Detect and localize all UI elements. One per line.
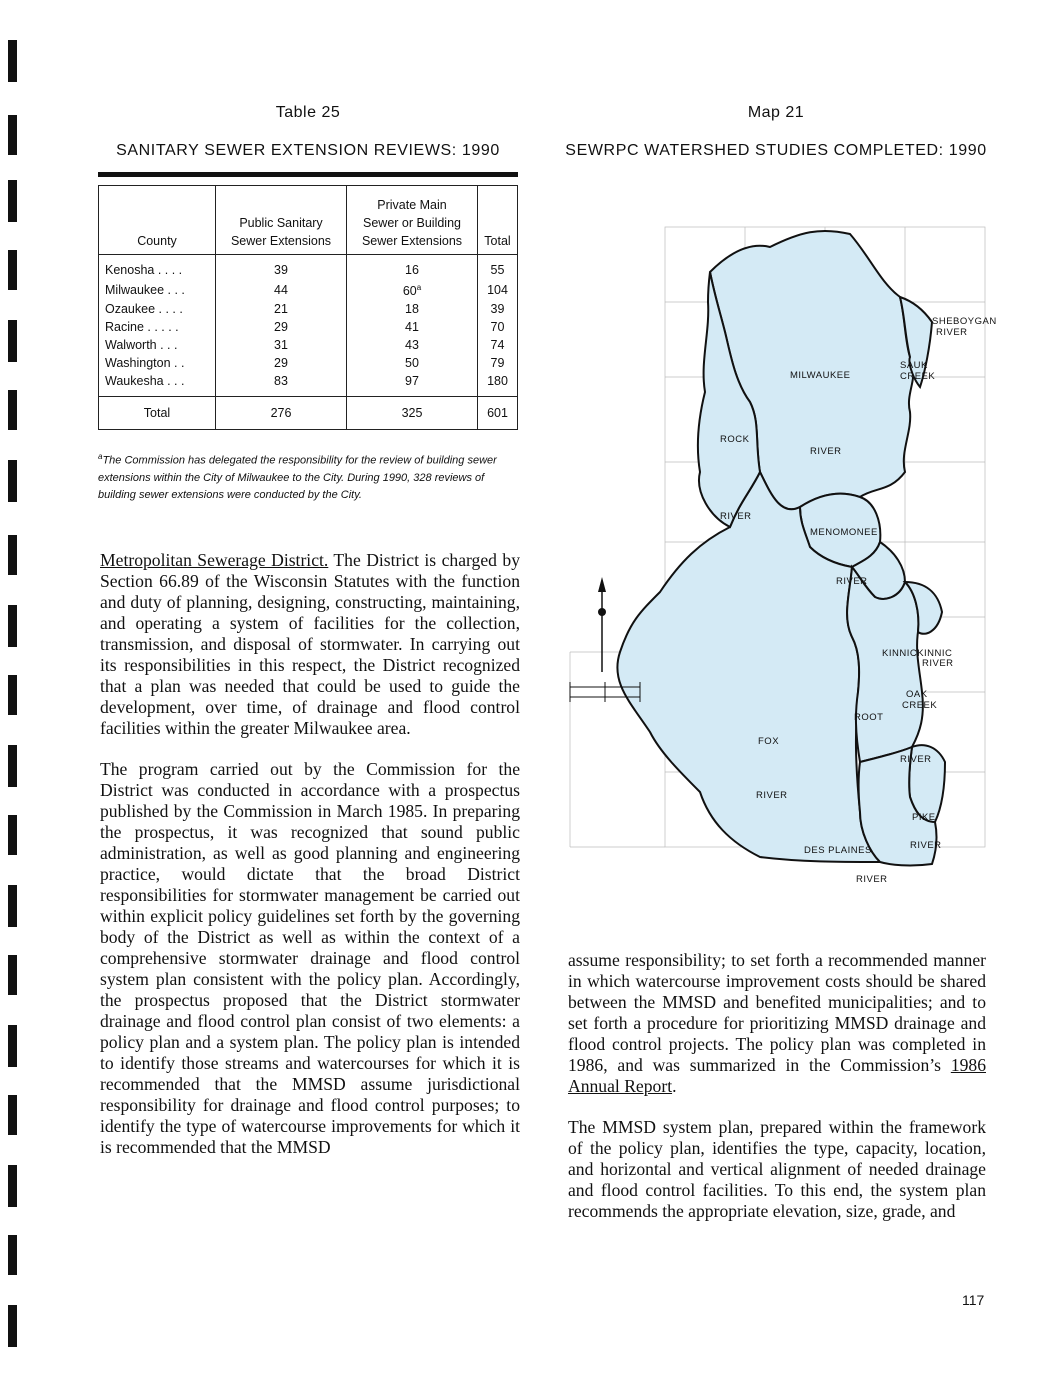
binding-mark bbox=[8, 40, 17, 82]
cell-county: Walworth . . . bbox=[99, 336, 216, 354]
label-root: ROOT bbox=[854, 712, 884, 723]
cell-total: 180 bbox=[478, 372, 518, 397]
label-rock-river: RIVER bbox=[720, 511, 752, 522]
cell-total: 79 bbox=[478, 354, 518, 372]
cell-private: 50 bbox=[347, 354, 478, 372]
table-footnote bbox=[98, 448, 518, 504]
label-menomonee: MENOMONEE bbox=[810, 527, 878, 538]
total-total: 601 bbox=[478, 397, 518, 430]
map-title: SEWRPC WATERSHED STUDIES COMPLETED: 1990 bbox=[565, 142, 987, 159]
table-row bbox=[99, 354, 518, 372]
footnote-mark: a bbox=[98, 452, 103, 462]
watershed-map-svg bbox=[560, 172, 997, 885]
cell-public: 29 bbox=[216, 318, 347, 336]
table-block bbox=[98, 104, 518, 504]
binding-mark bbox=[8, 320, 17, 362]
paragraph: The MMSD system plan, prepared within the framework of the policy plan, identifies the type, capacity, location, and horizontal and vertical alignment of needed drainage and flood control facilities. To this end, the system plan recommends the appropriate elevation, size, grade, and bbox=[568, 1117, 986, 1221]
cell-total: 39 bbox=[478, 300, 518, 318]
label-milwaukee: MILWAUKEE bbox=[790, 370, 851, 381]
label-fox-river: RIVER bbox=[756, 790, 788, 801]
table-total-row bbox=[99, 397, 518, 430]
cell-county: Washington . . bbox=[99, 354, 216, 372]
label-sheboygan-1: SHEBOYGAN bbox=[932, 316, 997, 327]
cell-county: Racine . . . . . bbox=[99, 318, 216, 336]
right-column bbox=[568, 950, 986, 1242]
cell-private: 97 bbox=[347, 372, 478, 397]
paragraph bbox=[100, 550, 520, 739]
cell-public: 83 bbox=[216, 372, 347, 397]
paragraph: assume responsibility; to set forth a recommended manner in which watercourse improvement costs should be shared between the MMSD and benefited municipalities; and to set forth a procedure for prioritizing MMSD drainage and flood control projects. The policy plan was completed in 1986, and was summarized in the Commission’s 1986 Annual Report. bbox=[568, 950, 986, 1096]
cell-public: 39 bbox=[216, 255, 347, 280]
binding-mark bbox=[8, 1095, 17, 1135]
table-row bbox=[99, 318, 518, 336]
left-column bbox=[100, 550, 520, 1178]
cell-private: 18 bbox=[347, 300, 478, 318]
north-arrow bbox=[598, 577, 606, 672]
label-des-plaines-river: RIVER bbox=[856, 874, 888, 885]
watershed-map bbox=[560, 172, 997, 885]
binding-mark bbox=[8, 885, 17, 927]
binding-mark bbox=[8, 1235, 17, 1275]
binding-mark bbox=[8, 1025, 17, 1067]
cell-county: Milwaukee . . . bbox=[99, 279, 216, 300]
cell-total: 70 bbox=[478, 318, 518, 336]
cell-county: Kenosha . . . . bbox=[99, 255, 216, 280]
binding-mark bbox=[8, 250, 17, 290]
label-sauk-2: CREEK bbox=[900, 371, 936, 382]
table-top-rule bbox=[98, 172, 518, 177]
table-title: SANITARY SEWER EXTENSION REVIEWS: 1990 bbox=[116, 142, 500, 159]
label-fox: FOX bbox=[758, 736, 780, 747]
label-pike-1: PIKE bbox=[912, 812, 936, 823]
footnote-marker: a bbox=[416, 283, 422, 292]
label-menomonee-river: RIVER bbox=[836, 576, 868, 587]
cell-total: 55 bbox=[478, 255, 518, 280]
label-kinnickinnic-1: KINNICKINNIC bbox=[882, 648, 953, 659]
cell-county: Ozaukee . . . . bbox=[99, 300, 216, 318]
header-public: Public Sanitary Sewer Extensions bbox=[216, 186, 347, 255]
binding-mark bbox=[8, 535, 17, 575]
label-sheboygan-2: RIVER bbox=[936, 327, 968, 338]
label-root-river: RIVER bbox=[900, 754, 932, 765]
map-label: Map 21 bbox=[747, 104, 805, 121]
cell-public: 31 bbox=[216, 336, 347, 354]
label-pike-2: RIVER bbox=[910, 840, 942, 851]
binding-mark bbox=[8, 115, 17, 155]
binding-mark bbox=[8, 815, 17, 855]
table-header-row bbox=[99, 186, 518, 255]
section-heading: Metropolitan Sewerage District. bbox=[100, 550, 329, 570]
paragraph-text: The District is charged by Section 66.89 of the Wisconsin Statutes with the function and duty of planning, designing, constructing, maintaining, and operating a system of facilities for the collection, transmission, and disposal of stormwater. In carrying out its responsibilities in this respect, the District recognized that a plan was needed that could be used to guide the development, over time, of drainage and flood control facilities within the greater Milwaukee area. bbox=[100, 550, 520, 738]
binding-mark bbox=[8, 745, 17, 787]
binding-mark bbox=[8, 390, 17, 430]
total-label: Total bbox=[99, 397, 216, 430]
header-total: Total bbox=[478, 186, 518, 255]
watershed-areas bbox=[617, 231, 945, 866]
binding-mark bbox=[8, 1305, 17, 1347]
cell-public: 21 bbox=[216, 300, 347, 318]
binding-mark bbox=[8, 1165, 17, 1207]
label-sauk-1: SAUK bbox=[900, 360, 928, 371]
table-row bbox=[99, 255, 518, 280]
header-private: Private Main Sewer or Building Sewer Extensions bbox=[347, 186, 478, 255]
cell-total: 74 bbox=[478, 336, 518, 354]
paragraph-text: assume responsibility; to set forth a recommended manner in which watercourse improvement costs should be shared between the MMSD and benefited municipalities; and to set forth a procedure for prioritizing MMSD drainage and flood control projects. The policy plan was completed in 1986, and was summarized in the Commission’s bbox=[568, 950, 986, 1075]
cell-total: 104 bbox=[478, 279, 518, 300]
sewer-extension-table bbox=[98, 185, 518, 430]
cell-public: 29 bbox=[216, 354, 347, 372]
cell-county: Waukesha . . . bbox=[99, 372, 216, 397]
page-number: 117 bbox=[962, 1292, 985, 1308]
table-label: Table 25 bbox=[275, 104, 341, 121]
cell-private-value: 60 bbox=[402, 284, 417, 299]
total-private: 325 bbox=[347, 397, 478, 430]
label-oak-2: CREEK bbox=[902, 700, 938, 711]
label-oak-1: OAK bbox=[906, 689, 928, 700]
footnote-text: The Commission has delegated the responsibility for the review of building sewer extensions within the City of Milwaukee to the City. During 1990, 328 reviews of building sewer extensions were conducted by the City. bbox=[98, 454, 497, 501]
table-row bbox=[99, 372, 518, 397]
table-row bbox=[99, 336, 518, 354]
cell-private bbox=[347, 279, 478, 300]
header-county: County bbox=[99, 186, 216, 255]
label-des-plaines: DES PLAINES bbox=[804, 845, 872, 856]
cell-private: 41 bbox=[347, 318, 478, 336]
cell-public: 44 bbox=[216, 279, 347, 300]
label-milwaukee-river: RIVER bbox=[810, 446, 842, 457]
paragraph: The program carried out by the Commission for the District was conducted in accordance with a prospectus published by the Commission in March 1985. In preparing the prospectus, it was recognized that sound public administration, as well as good planning and engineering practice, would dictate that the broad District responsibilities for stormwater management be carried out within explicit policy guidelines set forth by the governing body of the District as well as within the context of a comprehensive stormwater drainage and flood control system plan consistent with the policy plan. Accordingly, the prospectus proposed that the District stormwater drainage and flood control plan consist of two elements: a policy plan and a system plan. The policy plan is intended to identify those streams and watercourses for which it is recommended that the MMSD assume jurisdictional responsibility for drainage and flood control purposes; to identify the type of watercourse improvements for which it is recommended that the MMSD bbox=[100, 759, 520, 1157]
cell-private: 16 bbox=[347, 255, 478, 280]
binding-mark bbox=[8, 460, 17, 502]
binding-mark bbox=[8, 955, 17, 995]
binding-mark bbox=[8, 180, 17, 222]
total-public: 276 bbox=[216, 397, 347, 430]
table-row bbox=[99, 300, 518, 318]
cell-private: 43 bbox=[347, 336, 478, 354]
annual-report-reference: 1986 Annual Report bbox=[568, 1055, 986, 1096]
binding-mark bbox=[8, 605, 17, 647]
table-row bbox=[99, 279, 518, 300]
binding-mark bbox=[8, 675, 17, 715]
map-block bbox=[560, 104, 997, 885]
label-rock: ROCK bbox=[720, 434, 750, 445]
label-kinnickinnic-2: RIVER bbox=[922, 658, 954, 669]
